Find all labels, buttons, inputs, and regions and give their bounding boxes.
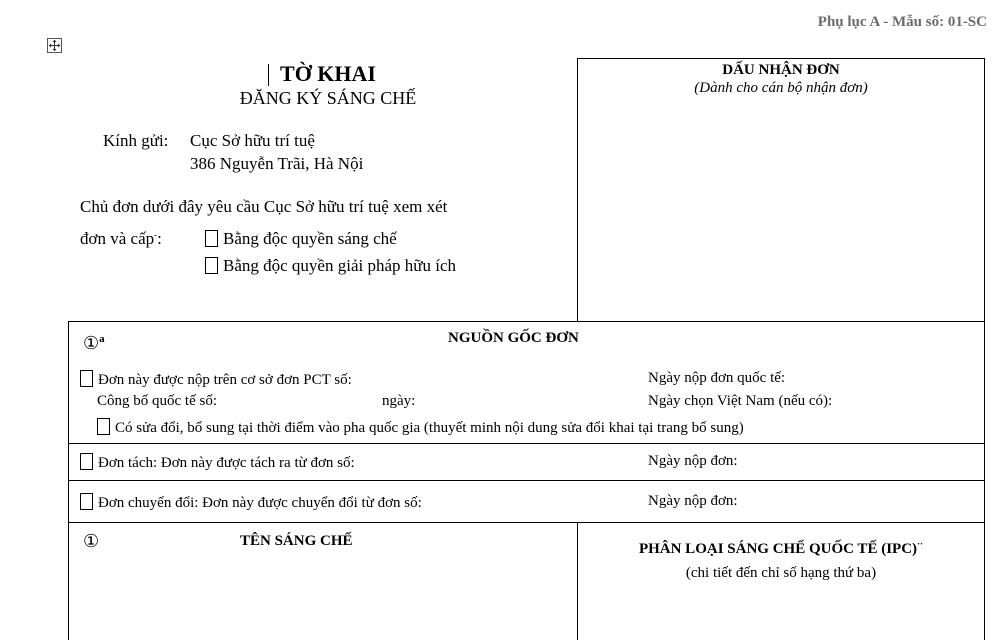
- checkbox-pct[interactable]: [80, 370, 93, 387]
- title-main: TỜ KHAI: [280, 61, 376, 86]
- table-border: [68, 522, 985, 523]
- stamp-box-note: (Dành cho cán bộ nhận đơn): [694, 80, 868, 96]
- invention-title: TÊN SÁNG CHẾ: [240, 533, 353, 549]
- appendix-label: Phụ lục A - Mẫu số: 01-SC: [817, 14, 987, 30]
- origin-title: NGUỒN GỐC ĐƠN: [448, 330, 579, 346]
- stamp-box-title: DẤU NHẬN ĐƠN: [722, 62, 840, 78]
- title-sub: ĐĂNG KÝ SÁNG CHẾ: [239, 88, 417, 108]
- table-border: [68, 321, 985, 322]
- divisional-row[interactable]: Đơn tách: Đơn này được tách ra từ đơn số:: [80, 453, 355, 472]
- recipient-address: 386 Nguyễn Trãi, Hà Nội: [190, 154, 364, 173]
- converted-row[interactable]: Đơn chuyển đổi: Đơn này được chuyển đổi từ đơn số:: [80, 493, 422, 512]
- request-text: Chủ đơn dưới đây yêu cầu Cục Sở hữu trí tuệ xem xét: [80, 197, 448, 216]
- table-move-handle-icon[interactable]: [47, 38, 62, 53]
- recipient-label: Kính gửi:: [103, 131, 169, 150]
- option-utility[interactable]: Bằng độc quyền giải pháp hữu ích: [205, 256, 456, 276]
- ipc-title: PHÂN LOẠI SÁNG CHẾ QUỐC TẾ (IPC)··: [638, 539, 924, 557]
- stamp-box: [577, 58, 985, 322]
- publication-date: ngày:: [382, 393, 416, 409]
- checkbox-utility[interactable]: [205, 257, 218, 274]
- divisional-date: Ngày nộp đơn:: [648, 453, 738, 469]
- option-patent[interactable]: Bằng độc quyền sáng chế: [205, 229, 397, 249]
- checkbox-amend[interactable]: [97, 418, 110, 435]
- request-line2: đơn và cấp-:: [80, 229, 162, 248]
- table-border: [68, 443, 985, 444]
- recipient-org: Cục Sở hữu trí tuệ: [190, 131, 315, 150]
- amend-row[interactable]: Có sửa đổi, bổ sung tại thời điểm vào pha quốc gia (thuyết minh nội dung sửa đổi khai tại trang bổ sung): [97, 418, 744, 437]
- pct-row[interactable]: Đơn này được nộp trên cơ sở đơn PCT số:: [80, 370, 352, 389]
- ipc-note: (chi tiết đến chỉ số hạng thứ ba): [685, 565, 877, 581]
- invention-number: ①: [83, 531, 100, 551]
- converted-date: Ngày nộp đơn:: [648, 493, 738, 509]
- page-title: [208, 61, 448, 109]
- checkbox-divisional[interactable]: [80, 453, 93, 470]
- intl-filing-date: Ngày nộp đơn quốc tế:: [648, 370, 786, 386]
- intl-publication: Công bố quốc tế số:: [97, 393, 217, 409]
- checkbox-converted[interactable]: [80, 493, 93, 510]
- vn-selection-date: Ngày chọn Việt Nam (nếu có):: [648, 393, 833, 409]
- table-border: [68, 480, 985, 481]
- origin-number: ①$^a$: [83, 333, 105, 353]
- text-cursor: [268, 64, 269, 86]
- checkbox-patent[interactable]: [205, 230, 218, 247]
